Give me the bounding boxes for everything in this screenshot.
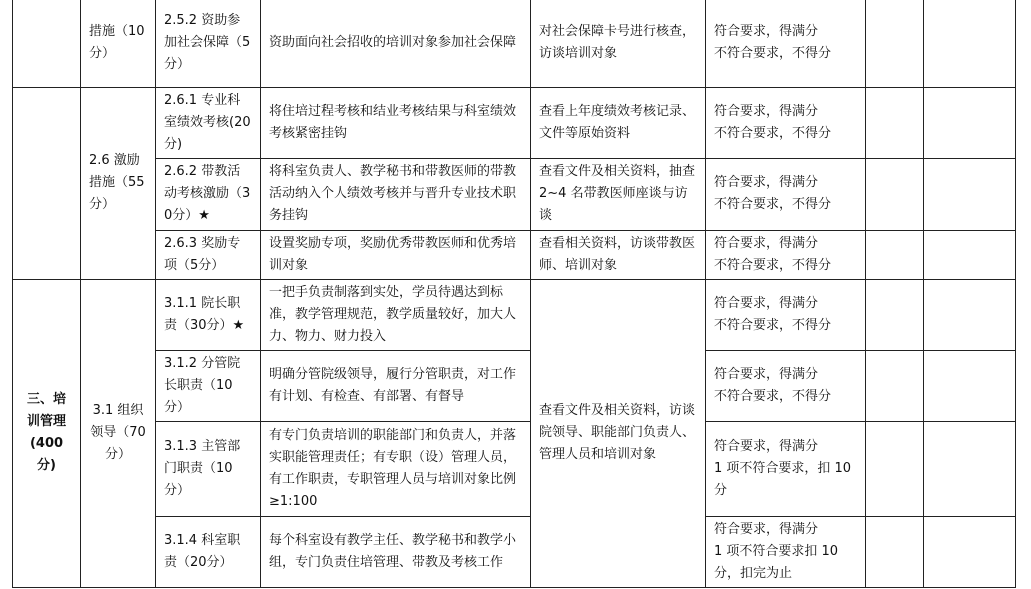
score-cell	[866, 0, 924, 87]
table-row	[13, 0, 1016, 87]
item-cell: 2.6.2 带教活动考核激励（30分）★	[156, 158, 261, 230]
sub-category-cell: 3.1 组织领导（70分）	[81, 279, 156, 587]
method-cell: 查看相关资料，访谈带教医师、培训对象	[531, 230, 706, 279]
score-cell	[866, 279, 924, 350]
remark-cell	[924, 230, 1016, 279]
table-row	[13, 421, 1016, 516]
category-cell: 三、培训管理(400分)	[13, 279, 81, 587]
standard-cell: 将住培过程考核和结业考核结果与科室绩效考核紧密挂钩	[261, 87, 531, 158]
method-cell: 查看文件及相关资料，访谈院领导、职能部门负责人、管理人员和培训对象	[531, 279, 706, 587]
rule-cell: 符合要求，得满分 不符合要求，不得分	[706, 158, 866, 230]
rule-cell: 符合要求，得满分 不符合要求，不得分	[706, 350, 866, 421]
item-cell: 2.6.1 专业科室绩效考核(20分)	[156, 87, 261, 158]
remark-cell	[924, 279, 1016, 350]
score-cell	[866, 350, 924, 421]
table-row	[13, 516, 1016, 587]
rule-cell: 符合要求，得满分 1 项不符合要求，扣 10 分	[706, 421, 866, 516]
score-cell	[866, 516, 924, 587]
item-cell: 3.1.4 科室职责（20分）	[156, 516, 261, 587]
remark-cell	[924, 421, 1016, 516]
standard-cell: 将科室负责人、教学秘书和带教医师的带教活动纳入个人绩效考核并与晋升专业技术职务挂钩	[261, 158, 531, 230]
standard-cell: 一把手负责制落到实处，学员待遇达到标准，教学管理规范，教学质量较好，加大人力、物力、财力投入	[261, 279, 531, 350]
item-cell: 3.1.2 分管院长职责（10分）	[156, 350, 261, 421]
item-cell: 3.1.3 主管部门职责（10分）	[156, 421, 261, 516]
table-row	[13, 350, 1016, 421]
table-row	[13, 87, 1016, 158]
remark-cell	[924, 87, 1016, 158]
table-row	[13, 230, 1016, 279]
score-cell	[866, 87, 924, 158]
standard-cell: 每个科室设有教学主任、教学秘书和教学小组，专门负责住培管理、带教及考核工作	[261, 516, 531, 587]
category-cell-empty	[13, 0, 81, 87]
standard-cell: 资助面向社会招收的培训对象参加社会保障	[261, 0, 531, 87]
method-cell: 对社会保障卡号进行核查，访谈培训对象	[531, 0, 706, 87]
rule-cell: 符合要求，得满分 1 项不符合要求扣 10 分，扣完为止	[706, 516, 866, 587]
rule-cell: 符合要求，得满分 不符合要求，不得分	[706, 230, 866, 279]
rule-cell: 符合要求，得满分 不符合要求，不得分	[706, 0, 866, 87]
rule-cell: 符合要求，得满分 不符合要求，不得分	[706, 87, 866, 158]
method-cell: 查看上年度绩效考核记录、文件等原始资料	[531, 87, 706, 158]
item-cell: 3.1.1 院长职责（30分）★	[156, 279, 261, 350]
sub-category-cell: 措施（10分）	[81, 0, 156, 87]
remark-cell	[924, 158, 1016, 230]
remark-cell	[924, 516, 1016, 587]
sub-category-cell: 2.6 激励措施（55分）	[81, 87, 156, 279]
standard-cell: 设置奖励专项，奖励优秀带教医师和优秀培训对象	[261, 230, 531, 279]
table-row	[13, 158, 1016, 230]
standard-cell: 有专门负责培训的职能部门和负责人，并落实职能管理责任；有专职（设）管理人员，有工作职责，专职管理人员与培训对象比例≥1:100	[261, 421, 531, 516]
rule-cell: 符合要求，得满分 不符合要求，不得分	[706, 279, 866, 350]
score-cell	[866, 421, 924, 516]
category-cell-empty	[13, 87, 81, 279]
standard-cell: 明确分管院级领导，履行分管职责，对工作有计划、有检查、有部署、有督导	[261, 350, 531, 421]
remark-cell	[924, 0, 1016, 87]
table-row	[13, 279, 1016, 350]
score-cell	[866, 230, 924, 279]
method-cell: 查看文件及相关资料，抽查 2~4 名带教医师座谈与访谈	[531, 158, 706, 230]
remark-cell	[924, 350, 1016, 421]
evaluation-table	[12, 0, 1016, 588]
item-cell: 2.5.2 资助参加社会保障（5分）	[156, 0, 261, 87]
item-cell: 2.6.3 奖励专项（5分）	[156, 230, 261, 279]
score-cell	[866, 158, 924, 230]
